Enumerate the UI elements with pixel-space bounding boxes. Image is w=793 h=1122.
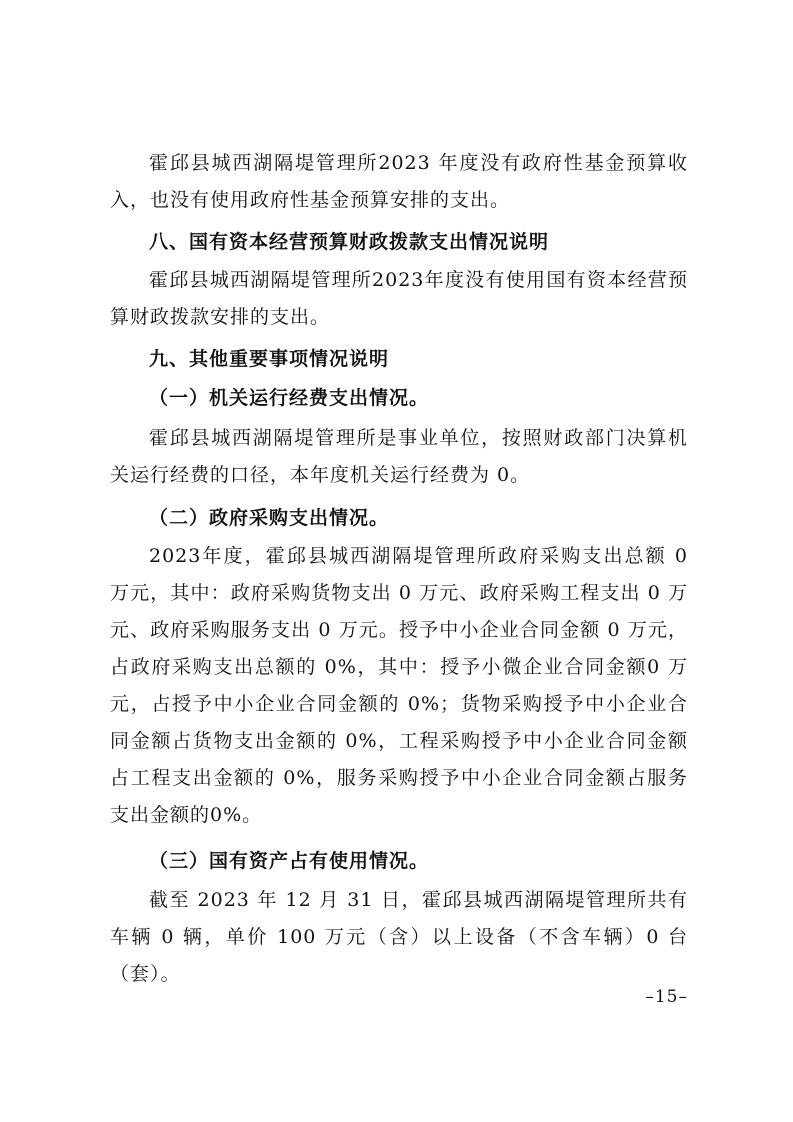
paragraph-text: 霍邱县城西湖隔堤管理所2023年度没有使用国有资本经营预算财政拨款安排的支出。: [110, 269, 688, 328]
paragraph-text: 霍邱县城西湖隔堤管理所是事业单位，按照财政部门决算机关运行经费的口径，本年度机关运行经费为 0。: [110, 427, 688, 486]
subsection-heading: （一）机关运行经费支出情况。: [149, 387, 430, 409]
heading-subsection-3: [110, 843, 688, 880]
paragraph-text: 2023年度，霍邱县城西湖隔堤管理所政府采购支出总额 0 万元，其中：政府采购货物支出 0 万元、政府采购工程支出 0 万元、政府采购服务支出 0 万元。授予中小企业合同金额 0 万元，占政府采购支出总额的 0%，其中：授予小微企业合同金额0 万元，占授予中小企业合同金额的 0%；货物采购授予中小企业合同金额占货物支出金额的 0%，工程采购授予中小企业合同金额占工程支出金额的 0%，服务采购授予中小企业合同金额占服务支出金额的0%。: [110, 545, 688, 826]
paragraph-operating-expenses: [110, 420, 688, 494]
page-number: –15–: [645, 987, 688, 1007]
paragraph-government-fund-budget: [110, 145, 688, 219]
paragraph-text: 霍邱县城西湖隔堤管理所2023 年度没有政府性基金预算收入，也没有使用政府性基金预算安排的支出。: [110, 152, 688, 211]
heading-subsection-2: [110, 500, 688, 537]
paragraph-text: 截至 2023 年 12 月 31 日，霍邱县城西湖隔堤管理所共有车辆 0 辆，单价 100 万元（含）以上设备（不含车辆）0 台（套）。: [110, 889, 688, 985]
section-heading: 八、国有资本经营预算财政拨款支出情况说明: [149, 231, 550, 253]
paragraph-state-capital-budget: [110, 262, 688, 336]
section-heading: 九、其他重要事项情况说明: [149, 348, 390, 370]
paragraph-government-procurement: [110, 538, 688, 834]
heading-section-9: [110, 341, 688, 378]
heading-subsection-1: [110, 380, 688, 417]
subsection-heading: （三）国有资产占有使用情况。: [149, 850, 430, 872]
subsection-heading: （二）政府采购支出情况。: [149, 507, 390, 529]
heading-section-8: [110, 224, 688, 261]
paragraph-state-assets: [110, 882, 688, 993]
